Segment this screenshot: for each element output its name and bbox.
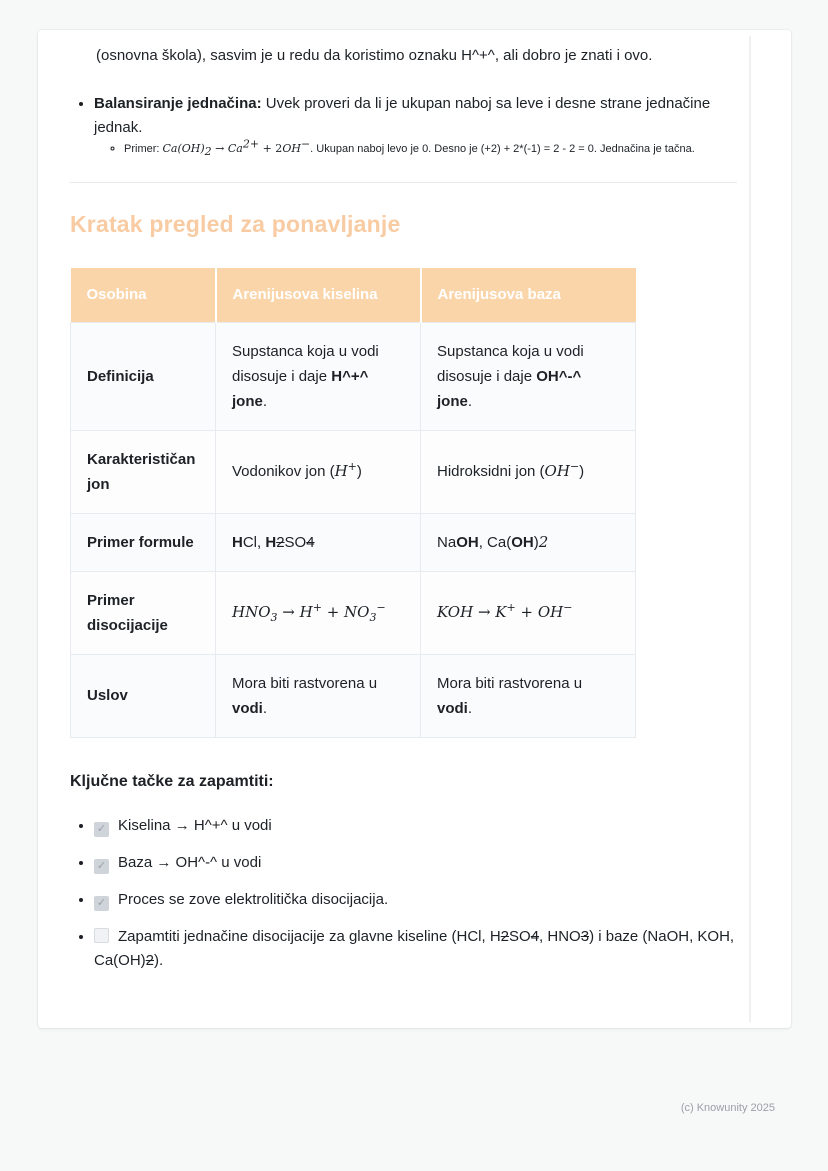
- table-row-primer-formule: [71, 513, 636, 571]
- checkbox-checked-icon[interactable]: ✓: [94, 822, 109, 837]
- keypoints-title: Ključne tačke za zapamtiti:: [70, 772, 274, 790]
- summary-table: [70, 268, 636, 738]
- sub-list-item-text: Primer: Ca(OH)2 → Ca2+ + 2OH−. Ukupan naboj levo je 0. Desno je (+2) + 2*(-1) = 2 - 2 = 0. Jednačina je tačna.: [124, 137, 695, 158]
- checklist-item: [94, 814, 737, 838]
- checklist-text: Kiselina → H^+^ u vodi: [118, 816, 272, 834]
- table-row-karakteristican-jon: [71, 430, 636, 513]
- cell-acid: $HNO_3 \to H^+ + NO_3^-$: [216, 571, 421, 654]
- table-header-kiselina: Arenijusova kiselina: [216, 268, 421, 323]
- table-row-definicija: [71, 322, 636, 430]
- cell-acid: Vodonikov jon (H+): [216, 430, 421, 513]
- row-label: Uslov: [71, 654, 216, 737]
- sub-list-item-primer: [124, 137, 737, 158]
- intro-paragraph: (osnovna škola), sasvim je u redu da koristimo oznaku H^+^, ali dobro je znati i ovo.: [96, 47, 653, 64]
- checkbox-checked-icon[interactable]: ✓: [94, 859, 109, 874]
- cell-base: Mora biti rastvorena u vodi.: [421, 654, 636, 737]
- document-content: [38, 30, 791, 973]
- table-header-baza: Arenijusova baza: [421, 268, 636, 323]
- list-item-text: Balansiranje jednačina: Uvek proveri da li je ukupan naboj sa leve i desne strane jednačine jednak.: [94, 95, 711, 136]
- row-label: Karakterističan jon: [71, 430, 216, 513]
- checklist-item: [94, 925, 737, 973]
- list-item-balansiranje: [94, 92, 737, 158]
- checkbox-checked-icon[interactable]: ✓: [94, 896, 109, 911]
- row-label: Primer formule: [71, 513, 216, 571]
- cell-base: Hidroksidni jon (OH−): [421, 430, 636, 513]
- sub-bullet-list: [94, 137, 737, 158]
- checklist-text: Zapamtiti jednačine disocijacije za glavne kiseline (HCl, H2SO4, HNO3) i baze (NaOH, KOH, Ca(OH)2).: [94, 927, 735, 969]
- checklist: [70, 814, 737, 973]
- checklist-text: Proces se zove elektrolitička disocijacija.: [118, 890, 389, 908]
- footer-credit: (c) Knowunity 2025: [680, 1102, 775, 1114]
- checklist-item: [94, 888, 737, 912]
- cell-base: Supstanca koja u vodi disosuje i daje OH^-^ jone.: [421, 322, 636, 430]
- section-divider: [70, 182, 737, 183]
- cell-acid: Mora biti rastvorena u vodi.: [216, 654, 421, 737]
- cell-acid: HCl, H2SO4: [216, 513, 421, 571]
- cell-base: NaOH, Ca(OH)2: [421, 513, 636, 571]
- cell-acid: Supstanca koja u vodi disosuje i daje H^+^ jone.: [216, 322, 421, 430]
- table-row-uslov: [71, 654, 636, 737]
- checklist-item: [94, 851, 737, 875]
- checkbox-unchecked-icon[interactable]: [94, 928, 109, 943]
- table-row-primer-disocijacije: [71, 571, 636, 654]
- cell-base: KOH → K+ + OH−: [421, 571, 636, 654]
- table-header-osobina: Osobina: [71, 268, 216, 323]
- table-header-row: [71, 268, 636, 323]
- row-label: Definicija: [71, 322, 216, 430]
- checklist-text: Baza → OH^-^ u vodi: [118, 853, 262, 871]
- section-heading: Kratak pregled za ponavljanje: [70, 210, 401, 237]
- page-edge-rule: [749, 36, 751, 1022]
- document-card: [38, 30, 791, 1028]
- bullet-list: [70, 92, 737, 158]
- row-label: Primer disocijacije: [71, 571, 216, 654]
